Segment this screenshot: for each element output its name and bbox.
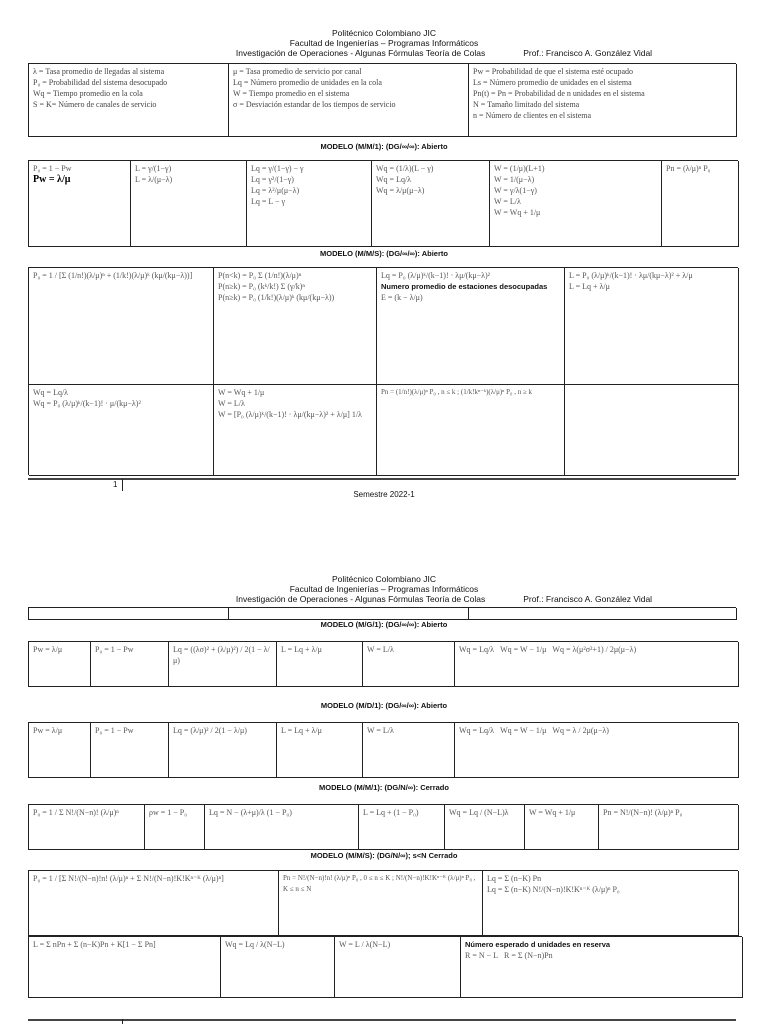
model-mms-title: MODELO (M/M/S): (DG/∞/∞): Abierto: [320, 249, 448, 258]
formula: W = L/λ: [367, 645, 394, 654]
formula: Wq = λ(μ²σ²+1) / 2μ(μ−λ): [552, 645, 637, 654]
formula: Pn = N!/(N−n)!n! (λ/μ)ⁿ P₀ , 0 ≤ n ≤ K ; N!/(N−n)!K!Kⁿ⁻ᴷ (λ/μ)ⁿ P₀ , K ≤ n ≤ N: [283, 874, 476, 893]
formula: P₀ = 1 − Pw: [95, 645, 134, 654]
formula: W = Wq + 1/μ: [529, 808, 576, 817]
mm1n-cell-4: [359, 805, 445, 850]
def-n-limit: N = Tamaño limitado del sistema: [473, 100, 580, 109]
institution-title: Politécnico Colombiano JIC: [332, 28, 436, 38]
mm1n-cell-7: [599, 805, 739, 850]
formula: W = Wq + 1/μ: [494, 208, 541, 217]
mms-cell-6: [214, 385, 377, 476]
msn-cell-4: [29, 937, 221, 998]
formula: Wq = λ / 2μ(μ−λ): [552, 726, 609, 735]
formula: Lq = Σ (n−K) N!/(N−n)!K!Kⁿ⁻ᴷ (λ/μ)ⁿ P₀: [487, 885, 620, 894]
model-mm1-title: MODELO (M/M/1): (DG/∞/∞): Abierto: [320, 142, 448, 151]
mm1-cell-5: [490, 161, 662, 247]
mm1-cell-1: [29, 161, 131, 247]
formula: Wq = Lq/λ: [376, 175, 412, 184]
mm1n-cell-2: [145, 805, 205, 850]
md1-cell-4: [277, 723, 363, 778]
md1-cell-5: [363, 723, 455, 778]
model-md1-title: MODELO (M/D/1): (DG/∞/∞): Abierto: [320, 701, 448, 710]
formula: L = Lq + (1 − P₀): [363, 808, 419, 817]
formula: Lq = λ²/μ(μ−λ): [251, 186, 300, 195]
md1-cell-6: [455, 723, 739, 778]
professor-name: Prof.: Francisco A. González Vidal: [523, 594, 653, 604]
def-p0: P₀ = Probabilidad del sistema desocupado: [33, 78, 168, 87]
empty-cell: [229, 608, 469, 620]
formula: Wq = P₀ (λ/μ)ᵏ/(k−1)! · μ/(kμ−λ)²: [33, 399, 141, 408]
mg1-cell-4: [277, 642, 363, 687]
def-n-clients: n = Número de clientes en el sistema: [473, 111, 592, 120]
formula: L = γ/(1−γ): [135, 164, 172, 173]
formula: W = γ/λ(1−γ): [494, 186, 537, 195]
formula: P₀ = 1 − Pw: [33, 164, 72, 173]
formula: Lq = N − (λ+μ)/λ (1 − P₀): [209, 808, 292, 817]
formula: Pn = N!/(N−n)! (λ/μ)ⁿ P₀: [603, 808, 683, 817]
page2-header: [0, 574, 768, 604]
mms-formula-table: [28, 267, 738, 475]
formula: L = Lq + λ/μ: [281, 645, 322, 654]
mg1-cell-1: [29, 642, 91, 687]
def-pw: Pw = Probabilidad de que el sistema esté ocupado: [473, 67, 634, 76]
formula: R = N − L: [465, 951, 499, 960]
formula: Lq = P₀ (λ/μ)ᵏ/(k−1)! · λμ/(kμ−λ)²: [381, 271, 491, 280]
formula: P(n<k) = P₀ Σ (1/n!)(λ/μ)ⁿ: [218, 271, 302, 280]
formula: L = Lq + λ/μ: [281, 726, 322, 735]
def-lambda: λ = Tasa promedio de llegadas al sistema: [33, 67, 165, 76]
mm1n-cell-5: [445, 805, 525, 850]
reserve-units-note: Número esperado d unidades en reserva: [465, 940, 611, 949]
formula: Wq = Lq / λ(N−L): [225, 940, 285, 949]
semester-label: Semestre 2022-1: [353, 490, 415, 499]
formula: Wq = Lq/λ: [459, 645, 495, 654]
formula: P₀ = 1 / [Σ N!/(N−n)!n! (λ/μ)ⁿ + Σ N!/(N−n)!K!Kⁿ⁻ᴷ (λ/μ)ⁿ]: [33, 874, 224, 883]
mms-cell-2: [214, 268, 377, 385]
formula: Wq = Lq/λ: [33, 388, 69, 397]
faculty-title: Facultad de Ingenierías – Programas Informáticos: [289, 584, 479, 594]
formula: Wq = λ/μ(μ−λ): [376, 186, 425, 195]
msn-formula-table-top: [28, 870, 738, 936]
formula: Wq = W − 1/μ: [500, 645, 547, 654]
mg1-cell-6: [455, 642, 739, 687]
md1-cell-2: [91, 723, 169, 778]
formula: W = L / λ(N−L): [339, 940, 391, 949]
formula: W = Wq + 1/μ: [218, 388, 265, 397]
mg1-formula-table: [28, 641, 738, 687]
def-pn: Pn(t) = Pn = Probabilidad de n unidades en el sistema: [473, 89, 645, 98]
course-title: Investigación de Operaciones - Algunas Fórmulas Teoría de Colas: [235, 48, 486, 58]
mms-cell-3: [377, 268, 565, 385]
formula: Lq = Σ (n−K) Pn: [487, 874, 542, 883]
mm1n-cell-3: [205, 805, 359, 850]
msn-cell-7: [461, 937, 743, 998]
mm1n-formula-table: [28, 804, 738, 850]
md1-formula-table: [28, 722, 738, 778]
formula: L = Σ nPn + Σ (n−K)Pn + K[1 − Σ Pn]: [33, 940, 156, 949]
model-msn-title: MODELO (M/M/S): (DG/N/∞); s<N Cerrado: [310, 851, 458, 860]
msn-cell-3: [483, 871, 739, 936]
msn-cell-2: [279, 871, 483, 936]
mg1-cell-2: [91, 642, 169, 687]
formula: W = [P₀ (λ/μ)ᵏ/(k−1)! · λμ/(kμ−λ)² + λ/μ] 1/λ: [218, 410, 362, 419]
msn-cell-5: [221, 937, 335, 998]
mms-cell-4: [565, 268, 739, 385]
mms-cell-1: [29, 268, 214, 385]
formula: Wq = Lq/λ: [459, 726, 495, 735]
definitions-table: [28, 63, 736, 137]
def-w: W = Tiempo promedio en el sistema: [233, 89, 350, 98]
formula: R = Σ (N−n)Pn: [504, 951, 553, 960]
def-mu: μ = Tasa promedio de servicio por canal: [233, 67, 362, 76]
definitions-empty-row: [28, 607, 736, 620]
def-lq: Lq = Número promedio de unidades en la cola: [233, 78, 382, 87]
formula: W = L/λ: [367, 726, 394, 735]
model-mg1-title: MODELO (M/G/1): (DG/∞/∞): Abierto: [320, 620, 448, 629]
formula: Lq = (λ/μ)² / 2(1 − λ/μ): [173, 726, 247, 735]
model-mm1n-title: MODELO (M/M/1): (DG/N/∞): Cerrado: [319, 783, 449, 792]
formula: P₀ = 1 − Pw: [95, 726, 134, 735]
mm1n-cell-1: [29, 805, 145, 850]
formula: ρw = 1 − P₀: [149, 808, 188, 817]
mm1-cell-3: [247, 161, 372, 247]
formula: Pn = (λ/μ)ⁿ P₀: [666, 164, 711, 173]
def-s: S = K= Número de canales de servicio: [33, 100, 157, 109]
formula: Wq = W − 1/μ: [500, 726, 547, 735]
mm1-cell-4: [372, 161, 490, 247]
mm1-cell-6: [662, 161, 739, 247]
mg1-cell-5: [363, 642, 455, 687]
page1-header: [0, 28, 768, 58]
formula: Pw = λ/μ: [33, 726, 63, 735]
page-number-divider: [122, 1019, 123, 1024]
def-sigma: σ = Desviación estandar de los tiempos de servicio: [233, 100, 396, 109]
formula: W = (1/μ)(L+1): [494, 164, 545, 173]
md1-cell-3: [169, 723, 277, 778]
formula: E = (k − λ/μ): [381, 293, 423, 302]
msn-cell-6: [335, 937, 461, 998]
formula: Lq = ((λσ)² + (λ/μ)²) / 2(1 − λ/μ): [173, 645, 270, 665]
formula: Wq = (1/λ)(L − γ): [376, 164, 434, 173]
formula: L = P₀ (λ/μ)ᵏ/(k−1)! · λμ/(kμ−λ)² + λ/μ: [569, 271, 693, 280]
formula: L = λ/(μ−λ): [135, 175, 173, 184]
formula: Pw = λ/μ: [33, 645, 63, 654]
formula: Pw = λ/μ: [33, 174, 71, 185]
mms-cell-5: [29, 385, 214, 476]
institution-title: Politécnico Colombiano JIC: [332, 574, 436, 584]
definitions-col2: [229, 64, 469, 137]
empty-cell: [29, 608, 229, 620]
formula: P₀ = 1 / [Σ (1/n!)(λ/μ)ⁿ + (1/k!)(λ/μ)ᵏ (kμ/(kμ−λ))]: [33, 271, 193, 280]
mms-cell-8: [565, 385, 739, 476]
professor-name: Prof.: Francisco A. González Vidal: [523, 48, 653, 58]
formula: P₀ = 1 / Σ N!/(N−n)! (λ/μ)ⁿ: [33, 808, 119, 817]
footer-rule: [28, 1019, 736, 1021]
faculty-title: Facultad de Ingenierías – Programas Informáticos: [289, 38, 479, 48]
mm1-formula-table: [28, 160, 738, 247]
msn-formula-table-bottom: [28, 936, 742, 998]
mm1-cell-2: [131, 161, 247, 247]
definitions-col3: [469, 64, 737, 137]
mms-cell-7: [377, 385, 565, 476]
def-wq: Wq = Tiempo promedio en la cola: [33, 89, 143, 98]
definitions-col1: [29, 64, 229, 137]
formula: Wq = Lq / (N−L)λ: [449, 808, 509, 817]
page-number: 1: [113, 480, 118, 489]
formula: W = L/λ: [494, 197, 521, 206]
idle-stations-note: Numero promedio de estaciones desocupadas: [381, 282, 548, 291]
def-ls: Ls = Número promedio de unidades en el sistema: [473, 78, 632, 87]
formula: P(n≥k) = P₀ (1/k!)(λ/μ)ᵏ (kμ/(kμ−λ)): [218, 293, 335, 302]
md1-cell-1: [29, 723, 91, 778]
course-title: Investigación de Operaciones - Algunas Fórmulas Teoría de Colas: [235, 594, 486, 604]
formula: Lq = γ/(1−γ) − γ: [251, 164, 304, 173]
formula: Lq = L − γ: [251, 197, 286, 206]
empty-cell: [469, 608, 737, 620]
mm1n-cell-6: [525, 805, 599, 850]
formula: L = Lq + λ/μ: [569, 282, 610, 291]
footer-rule: [28, 478, 736, 480]
formula: Pn = (1/n!)(λ/μ)ⁿ P₀ , n ≤ k ; (1/k!kⁿ⁻ᵏ)(λ/μ)ⁿ P₀ , n ≥ k: [381, 388, 533, 396]
formula: W = L/λ: [218, 399, 245, 408]
formula: Lq = γ²/(1−γ): [251, 175, 294, 184]
msn-cell-1: [29, 871, 279, 936]
formula: P(n≥k) = P₀ (kᵏ/k!) Σ (γ/k)ⁿ: [218, 282, 305, 291]
formula: W = 1/(μ−λ): [494, 175, 535, 184]
mg1-cell-3: [169, 642, 277, 687]
